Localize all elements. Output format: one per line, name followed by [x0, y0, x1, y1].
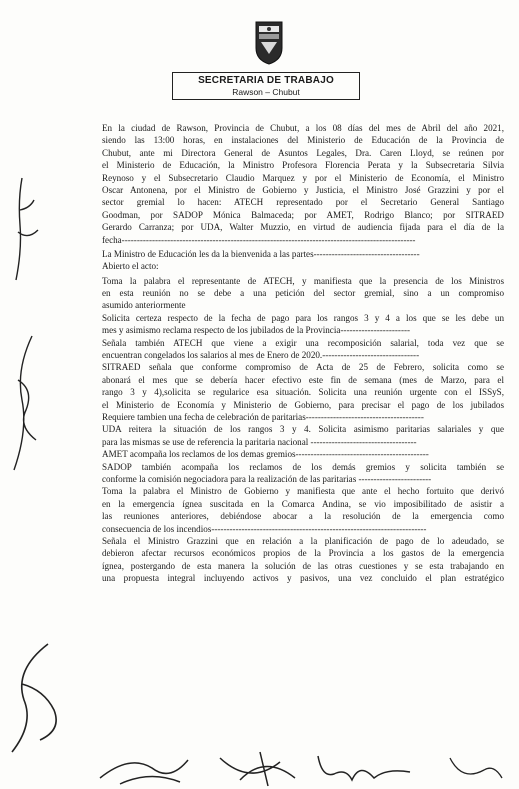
body-line: mes y asimismo reclama respecto de los jubilados de la Provincia-----------------------	[102, 325, 411, 336]
body-line: para las mismas se use de referencia la paritaria nacional -----------------------------------	[102, 436, 417, 447]
chubut-province-seal-icon	[252, 18, 286, 66]
body-line: abonará el mes que se debería hacer efectivo este fin de semana (mes de Marzo, para el	[102, 374, 504, 385]
body-line: Requiere tambien una fecha de celebración de paritarias---------------------------------------	[102, 411, 424, 422]
body-line: Toma la palabra el representante de ATECH, y manifiesta que la presencia de los Ministros	[102, 275, 504, 286]
body-line: UDA reitera la situación de los rangos 3 y 4. Solicita asimismo paritarias salariales y que	[102, 424, 504, 435]
body-line: Abierto el acto:	[102, 261, 159, 272]
body-line: rango 3 y 4),solicita se regularice esa situación. Solicita una reunión urgente con el ISSyS,	[102, 387, 504, 398]
body-line: Señala el Ministro Grazzini que en relación a la planificación de pago de lo adeudado, se	[102, 535, 504, 546]
body-line: SITRAED señala que conforme compromiso de Acta de 25 de Febrero, solicita como se	[102, 362, 504, 373]
body-line: Oscar Antonena, por el Ministro de Gobierno y Justicia, el Ministro José Grazzini y por el	[102, 184, 504, 195]
body-line: Goodman, por SADOP Mónica Balmaceda; por AMET, Rodrigo Blanco; por SITRAED	[102, 209, 504, 220]
body-line: sector gremial lo hacen: ATECH representado por el Secretario General Santiago	[102, 197, 504, 208]
header-title: SECRETARIA DE TRABAJO	[198, 75, 334, 86]
body-line: Toma la palabra el Ministro de Gobierno y manifiesta que ante el hecho fortuito que derivó	[102, 486, 504, 497]
margin-signature-top	[4, 170, 44, 290]
body-line: Solicita certeza respecto de la fecha de pago para los rangos 3 y 4 a los que se les debe un	[102, 312, 504, 323]
secretaria-header-box	[172, 72, 360, 100]
body-line: encuentran congelados los salarios al mes de Enero de 2020.--------------------------------	[102, 350, 420, 361]
body-line: asumido anteriormente	[102, 300, 186, 311]
body-line: En la ciudad de Rawson, Provincia de Chubut, a los 08 días del mes de Abril del año 2021,	[102, 123, 504, 133]
body-line: AMET acompaña los reclamos de los demas gremios--------------------------------------------	[102, 449, 429, 460]
body-line: el Ministerio de Economía y Ministerio de Gobierno, para precisar el pago de los jubilados	[102, 399, 504, 410]
footer-signatures	[90, 748, 510, 788]
body-line: en la emergencia ígnea suscitada en la Comarca Andina, se vio imposibilitado de asistir a	[102, 498, 504, 509]
body-line: SADOP también acompaña los reclamos de los demás gremios y solicita también se	[102, 461, 504, 472]
body-line: siendo las 13:00 horas, en instalaciones del Ministerio de Educación de la Provincia de	[102, 135, 504, 146]
body-line: debieron afectar recursos económicos propios de la Provincia a los gastos de la emergencia	[102, 548, 504, 559]
body-line: Reynoso y el Subsecretario Claudio Marquez y por el Ministerio de Economía, el Ministro	[102, 172, 504, 183]
body-line: una propuesta integral incluyendo activos y pasivos, una vez concluido el plan estratégico	[102, 573, 504, 584]
body-line: conforme la comisión negociadora para la realización de las paritarias ------------------------	[102, 473, 432, 484]
body-line: Señala también ATECH que viene a exigir una recomposición salarial, toda vez que se	[102, 337, 504, 348]
act-body-text	[102, 122, 504, 584]
margin-signature-middle	[6, 330, 46, 480]
body-line: el Ministerio de Educación, la Ministro Profesora Florencia Perata y la Subsecretaria Silvia	[102, 160, 504, 171]
header-subtitle: Rawson – Chubut	[232, 87, 300, 97]
body-line: ígnea, postergando de esta manera la solución de las otras cuestiones y se esta trabajando en	[102, 560, 504, 571]
body-line: fecha-------------------------------------------------------------------------------------------------	[102, 234, 416, 245]
body-line: Chubut, ante mi Directora General de Asuntos Legales, Dra. Caren Lloyd, se reúnen por	[102, 147, 504, 158]
body-line: consecuencia de los incendios-----------------------------------------------------------------------	[102, 523, 427, 534]
body-line: Gerardo Carranza; por UDA, Walter Muzzio, en virtud de audiencia fijada para el día de la	[102, 222, 504, 233]
margin-signature-bottom	[4, 640, 64, 760]
body-line: La Ministro de Educación les da la bienvenida a las partes-----------------------------------	[102, 248, 420, 259]
body-line: las reuniones anteriores, debiéndose abocar a la resolución de la emergencia como	[102, 511, 504, 522]
body-line: en esta reunión no se debe a una petición del sector gremial, sino a un compromiso	[102, 288, 504, 299]
